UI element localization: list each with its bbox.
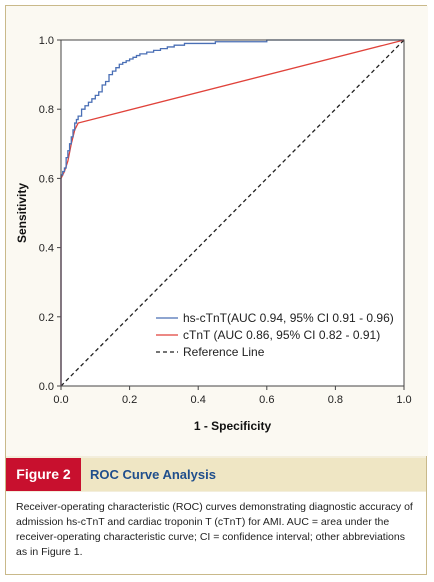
figure-header-bar [6,458,426,491]
plot-panel [6,6,428,456]
legend-label-0: hs-cTnT(AUC 0.94, 95% CI 0.91 - 0.96) [183,311,394,325]
y-tick-label: 1.0 [38,35,54,47]
y-tick-label: 0.2 [38,311,54,324]
x-axis-ticks [53,386,411,406]
y-tick-label: 0.6 [38,173,54,186]
figure-label: Figure 2 [6,458,81,491]
figure-title: ROC Curve Analysis [90,467,216,482]
x-tick-label: 0.0 [53,394,69,406]
legend-label-1: cTnT (AUC 0.86, 95% CI 0.82 - 0.91) [183,328,381,342]
x-tick-label: 0.6 [259,394,275,406]
x-tick-label: 0.8 [327,394,344,406]
y-axis-ticks [39,35,61,393]
x-tick-label: 1.0 [396,394,412,406]
x-axis-title: 1 - Specificity [193,419,272,433]
x-tick-label: 0.2 [121,394,138,406]
y-tick-label: 0.0 [38,381,54,393]
y-tick-label: 0.4 [38,242,54,255]
y-tick-label: 0.8 [38,104,54,117]
x-tick-label: 0.4 [190,394,206,406]
y-axis-title: Sensitivity [15,182,29,244]
legend-label-2: Reference Line [183,345,265,359]
figure-caption: Receiver-operating characteristic (ROC) curves demonstrating diagnostic accuracy of admission hs-cTnT and cardiac troponin T (cTnT) for AMI. AUC = area under the receiver-operating characteristic curve; CI = confidence interval; other abbreviations as in Figure 1. [6,492,426,574]
roc-chart [6,6,428,456]
